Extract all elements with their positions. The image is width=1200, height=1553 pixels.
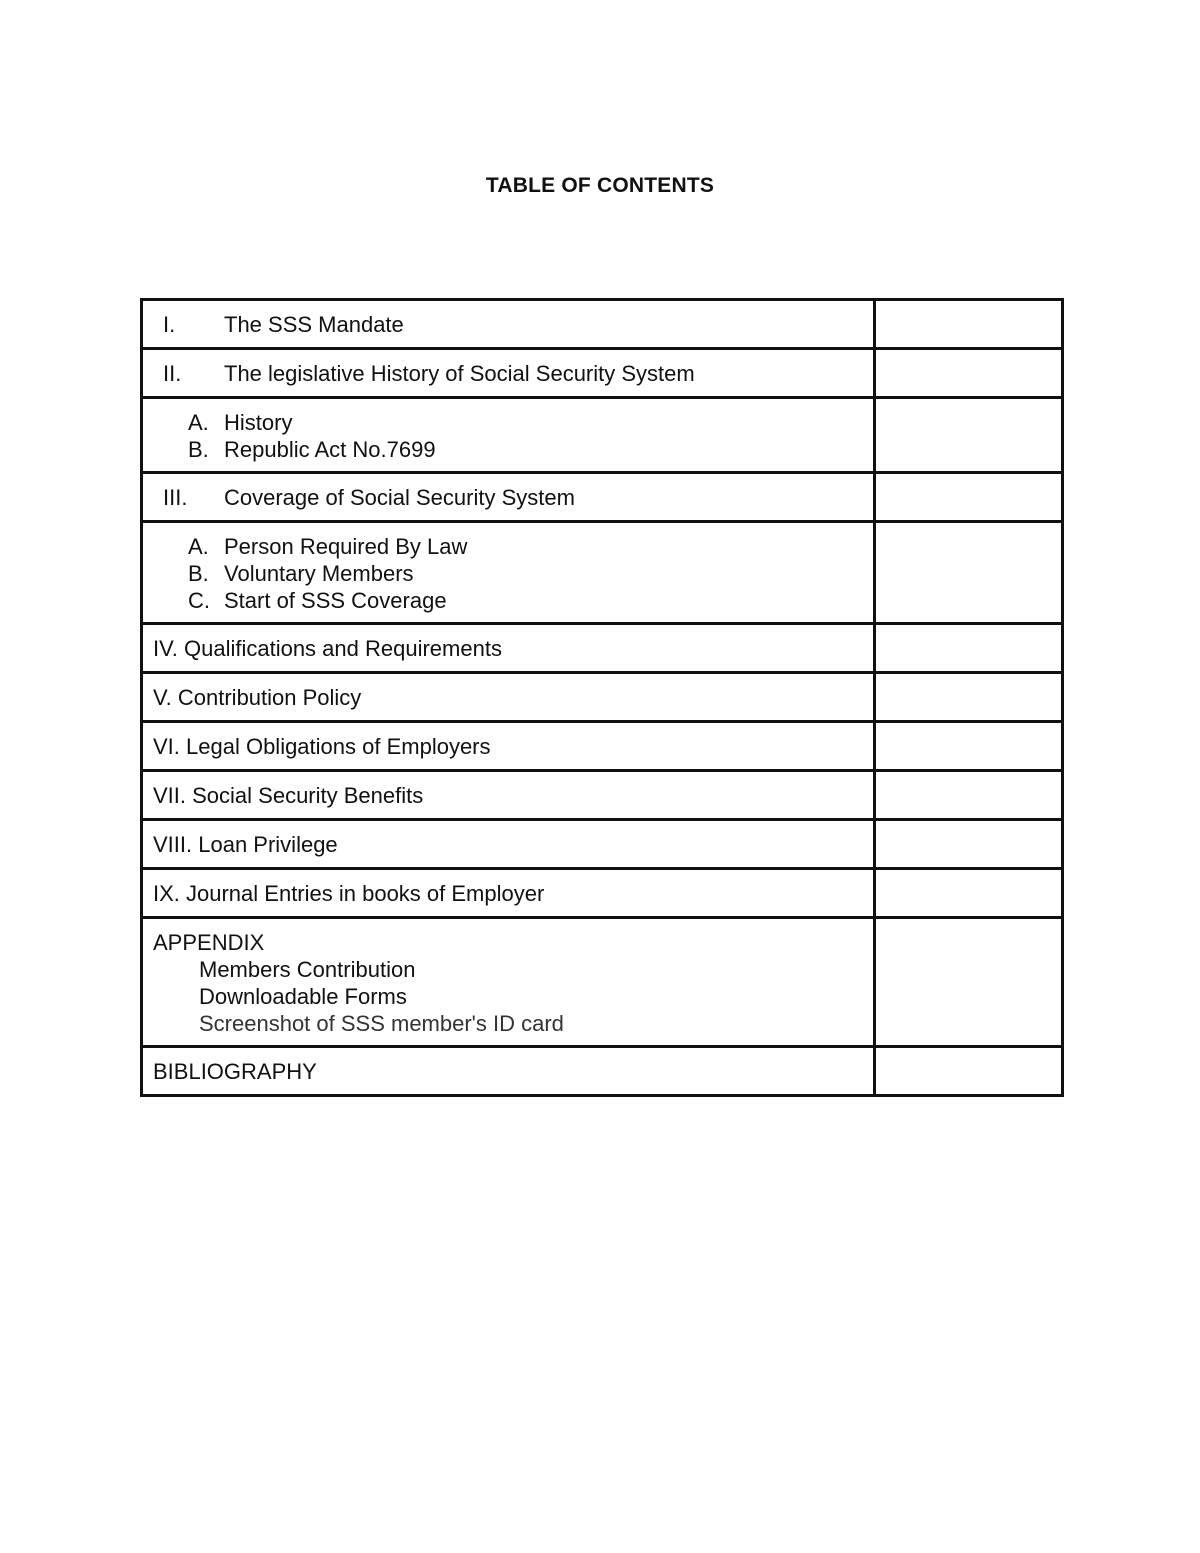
section-title: VIII. Loan Privilege	[153, 832, 338, 857]
page-number-cell	[875, 522, 1063, 624]
subsection-title: Start of SSS Coverage	[224, 588, 447, 613]
section-number: I.	[163, 312, 176, 337]
subsection-letter: B.	[188, 561, 209, 586]
page-number-cell	[875, 673, 1063, 722]
toc-row-section-9	[142, 869, 1063, 918]
subsection-title: Person Required By Law	[224, 534, 468, 559]
toc-row-section-3-subsections	[142, 522, 1063, 624]
page-number-cell	[875, 1047, 1063, 1096]
page-number-cell	[875, 918, 1063, 1047]
page-number-cell	[875, 869, 1063, 918]
page-number-cell	[875, 624, 1063, 673]
toc-row-section-8	[142, 820, 1063, 869]
section-title: The SSS Mandate	[224, 312, 404, 337]
page-title: TABLE OF CONTENTS	[485, 174, 715, 197]
section-title: IV. Qualifications and Requirements	[153, 636, 502, 661]
appendix-item: Members Contribution	[199, 957, 416, 982]
subsection-letter: C.	[188, 588, 210, 613]
page-number-cell	[875, 820, 1063, 869]
toc-row-section-3	[142, 473, 1063, 522]
section-title: V. Contribution Policy	[153, 685, 362, 710]
subsection-title: Voluntary Members	[224, 561, 414, 586]
page-number-cell	[875, 398, 1063, 473]
subsection-item	[143, 436, 873, 463]
toc-row-section-1	[142, 300, 1063, 349]
toc-row-bibliography	[142, 1047, 1063, 1096]
subsection-item	[143, 587, 873, 614]
subsection-title: Republic Act No.7699	[224, 437, 436, 462]
subsection-letter: B.	[188, 437, 209, 462]
toc-table	[140, 298, 1064, 1097]
section-title: IX. Journal Entries in books of Employer	[153, 881, 545, 906]
bibliography-title: BIBLIOGRAPHY	[153, 1059, 317, 1084]
page-number-cell	[875, 349, 1063, 398]
appendix-item: Downloadable Forms	[199, 984, 407, 1009]
subsection-item	[143, 560, 873, 587]
appendix-heading: APPENDIX	[153, 930, 265, 955]
appendix-item: Screenshot of SSS member's ID card	[199, 1011, 564, 1036]
section-title: The legislative History of Social Security System	[224, 361, 695, 386]
section-title: Coverage of Social Security System	[224, 485, 575, 510]
subsection-item	[143, 533, 873, 560]
toc-row-section-4	[142, 624, 1063, 673]
subsection-letter: A.	[188, 410, 209, 435]
toc-row-section-2	[142, 349, 1063, 398]
toc-row-section-7	[142, 771, 1063, 820]
section-number: II.	[163, 361, 182, 386]
page-number-cell	[875, 771, 1063, 820]
toc-row-section-6	[142, 722, 1063, 771]
page-number-cell	[875, 473, 1063, 522]
toc-row-section-5	[142, 673, 1063, 722]
section-number: III.	[163, 485, 188, 510]
section-title: VI. Legal Obligations of Employers	[153, 734, 491, 759]
subsection-item	[143, 409, 873, 436]
page-number-cell	[875, 722, 1063, 771]
subsection-letter: A.	[188, 534, 209, 559]
section-title: VII. Social Security Benefits	[153, 783, 424, 808]
toc-row-appendix	[142, 918, 1063, 1047]
subsection-title: History	[224, 410, 293, 435]
page-number-cell	[875, 300, 1063, 349]
toc-row-section-2-subsections	[142, 398, 1063, 473]
